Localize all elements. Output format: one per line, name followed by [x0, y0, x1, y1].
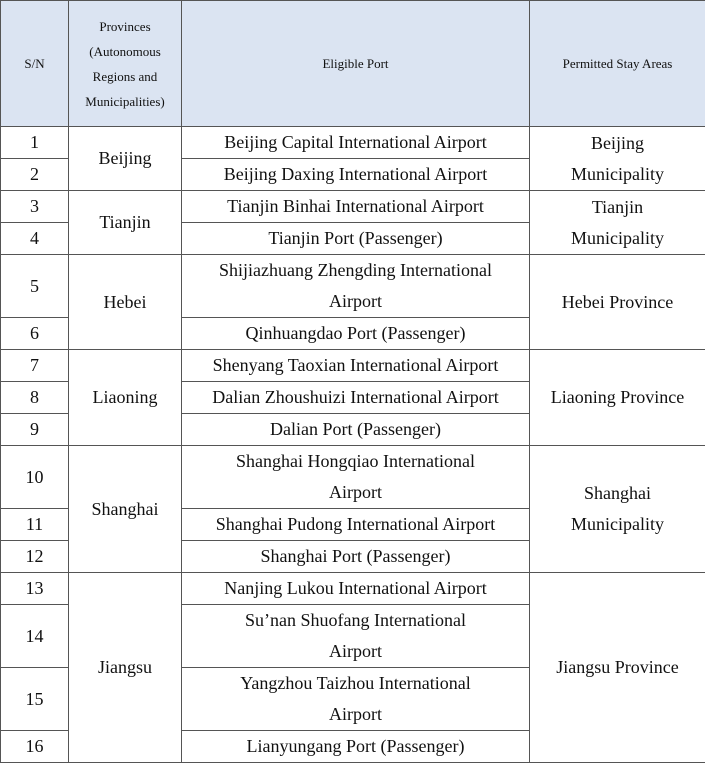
table-row	[1, 446, 705, 509]
port-line: Airport	[186, 286, 525, 317]
cell-sn: 11	[1, 509, 69, 541]
stay-line: Municipality	[534, 159, 701, 190]
port-line: Qinhuangdao Port (Passenger)	[186, 318, 525, 349]
header-provinces-line: Municipalities)	[73, 89, 177, 114]
cell-eligible-port	[182, 668, 530, 731]
cell-eligible-port	[182, 318, 530, 350]
port-line: Beijing Capital International Airport	[186, 127, 525, 158]
port-line: Airport	[186, 477, 525, 508]
cell-province: Liaoning	[69, 350, 182, 446]
port-line: Lianyungang Port (Passenger)	[186, 731, 525, 762]
table-row	[1, 127, 705, 159]
stay-line: Beijing	[534, 128, 701, 159]
stay-line: Liaoning Province	[534, 382, 701, 413]
stay-line: Jiangsu Province	[534, 652, 701, 683]
table-row	[1, 191, 705, 223]
port-line: Shenyang Taoxian International Airport	[186, 350, 525, 381]
cell-eligible-port	[182, 382, 530, 414]
stay-line: Tianjin	[534, 192, 701, 223]
cell-eligible-port	[182, 414, 530, 446]
port-line: Nanjing Lukou International Airport	[186, 573, 525, 604]
cell-sn: 10	[1, 446, 69, 509]
header-provinces	[69, 1, 182, 127]
cell-sn: 12	[1, 541, 69, 573]
cell-province: Jiangsu	[69, 573, 182, 763]
cell-permitted-stay	[530, 446, 705, 573]
cell-eligible-port	[182, 446, 530, 509]
cell-permitted-stay	[530, 350, 705, 446]
cell-sn: 6	[1, 318, 69, 350]
header-provinces-line: Provinces	[73, 14, 177, 39]
cell-permitted-stay	[530, 573, 705, 763]
cell-province: Tianjin	[69, 191, 182, 255]
cell-sn: 14	[1, 605, 69, 668]
cell-permitted-stay	[530, 127, 705, 191]
cell-eligible-port	[182, 541, 530, 573]
cell-sn: 1	[1, 127, 69, 159]
cell-permitted-stay	[530, 255, 705, 350]
port-line: Airport	[186, 636, 525, 667]
cell-province: Hebei	[69, 255, 182, 350]
stay-line: Municipality	[534, 509, 701, 540]
port-line: Airport	[186, 699, 525, 730]
cell-province: Beijing	[69, 127, 182, 191]
cell-eligible-port	[182, 255, 530, 318]
cell-eligible-port	[182, 605, 530, 668]
cell-eligible-port	[182, 509, 530, 541]
port-line: Dalian Port (Passenger)	[186, 414, 525, 445]
cell-permitted-stay	[530, 191, 705, 255]
port-line: Shanghai Port (Passenger)	[186, 541, 525, 572]
cell-sn: 2	[1, 159, 69, 191]
port-line: Su’nan Shuofang International	[186, 605, 525, 636]
port-line: Yangzhou Taizhou International	[186, 668, 525, 699]
port-line: Shanghai Hongqiao International	[186, 446, 525, 477]
table-body	[1, 127, 705, 763]
cell-province: Shanghai	[69, 446, 182, 573]
port-line: Tianjin Port (Passenger)	[186, 223, 525, 254]
cell-eligible-port	[182, 350, 530, 382]
cell-eligible-port	[182, 223, 530, 255]
stay-line: Hebei Province	[534, 287, 701, 318]
header-provinces-line: Regions and	[73, 64, 177, 89]
port-line: Shanghai Pudong International Airport	[186, 509, 525, 540]
cell-eligible-port	[182, 731, 530, 763]
cell-sn: 8	[1, 382, 69, 414]
stay-line: Municipality	[534, 223, 701, 254]
header-stay: Permitted Stay Areas	[530, 1, 705, 127]
port-line: Tianjin Binhai International Airport	[186, 191, 525, 222]
cell-sn: 13	[1, 573, 69, 605]
header-sn: S/N	[1, 1, 69, 127]
cell-sn: 3	[1, 191, 69, 223]
port-line: Shijiazhuang Zhengding International	[186, 255, 525, 286]
table-row	[1, 350, 705, 382]
cell-eligible-port	[182, 573, 530, 605]
cell-sn: 15	[1, 668, 69, 731]
port-line: Dalian Zhoushuizi International Airport	[186, 382, 525, 413]
header-port: Eligible Port	[182, 1, 530, 127]
cell-sn: 7	[1, 350, 69, 382]
cell-eligible-port	[182, 159, 530, 191]
table-row	[1, 255, 705, 318]
stay-line: Shanghai	[534, 478, 701, 509]
header-provinces-line: (Autonomous	[73, 39, 177, 64]
cell-eligible-port	[182, 191, 530, 223]
table-header-row	[1, 1, 705, 127]
cell-sn: 4	[1, 223, 69, 255]
cell-sn: 5	[1, 255, 69, 318]
cell-sn: 9	[1, 414, 69, 446]
cell-eligible-port	[182, 127, 530, 159]
cell-sn: 16	[1, 731, 69, 763]
port-line: Beijing Daxing International Airport	[186, 159, 525, 190]
table-row	[1, 573, 705, 605]
